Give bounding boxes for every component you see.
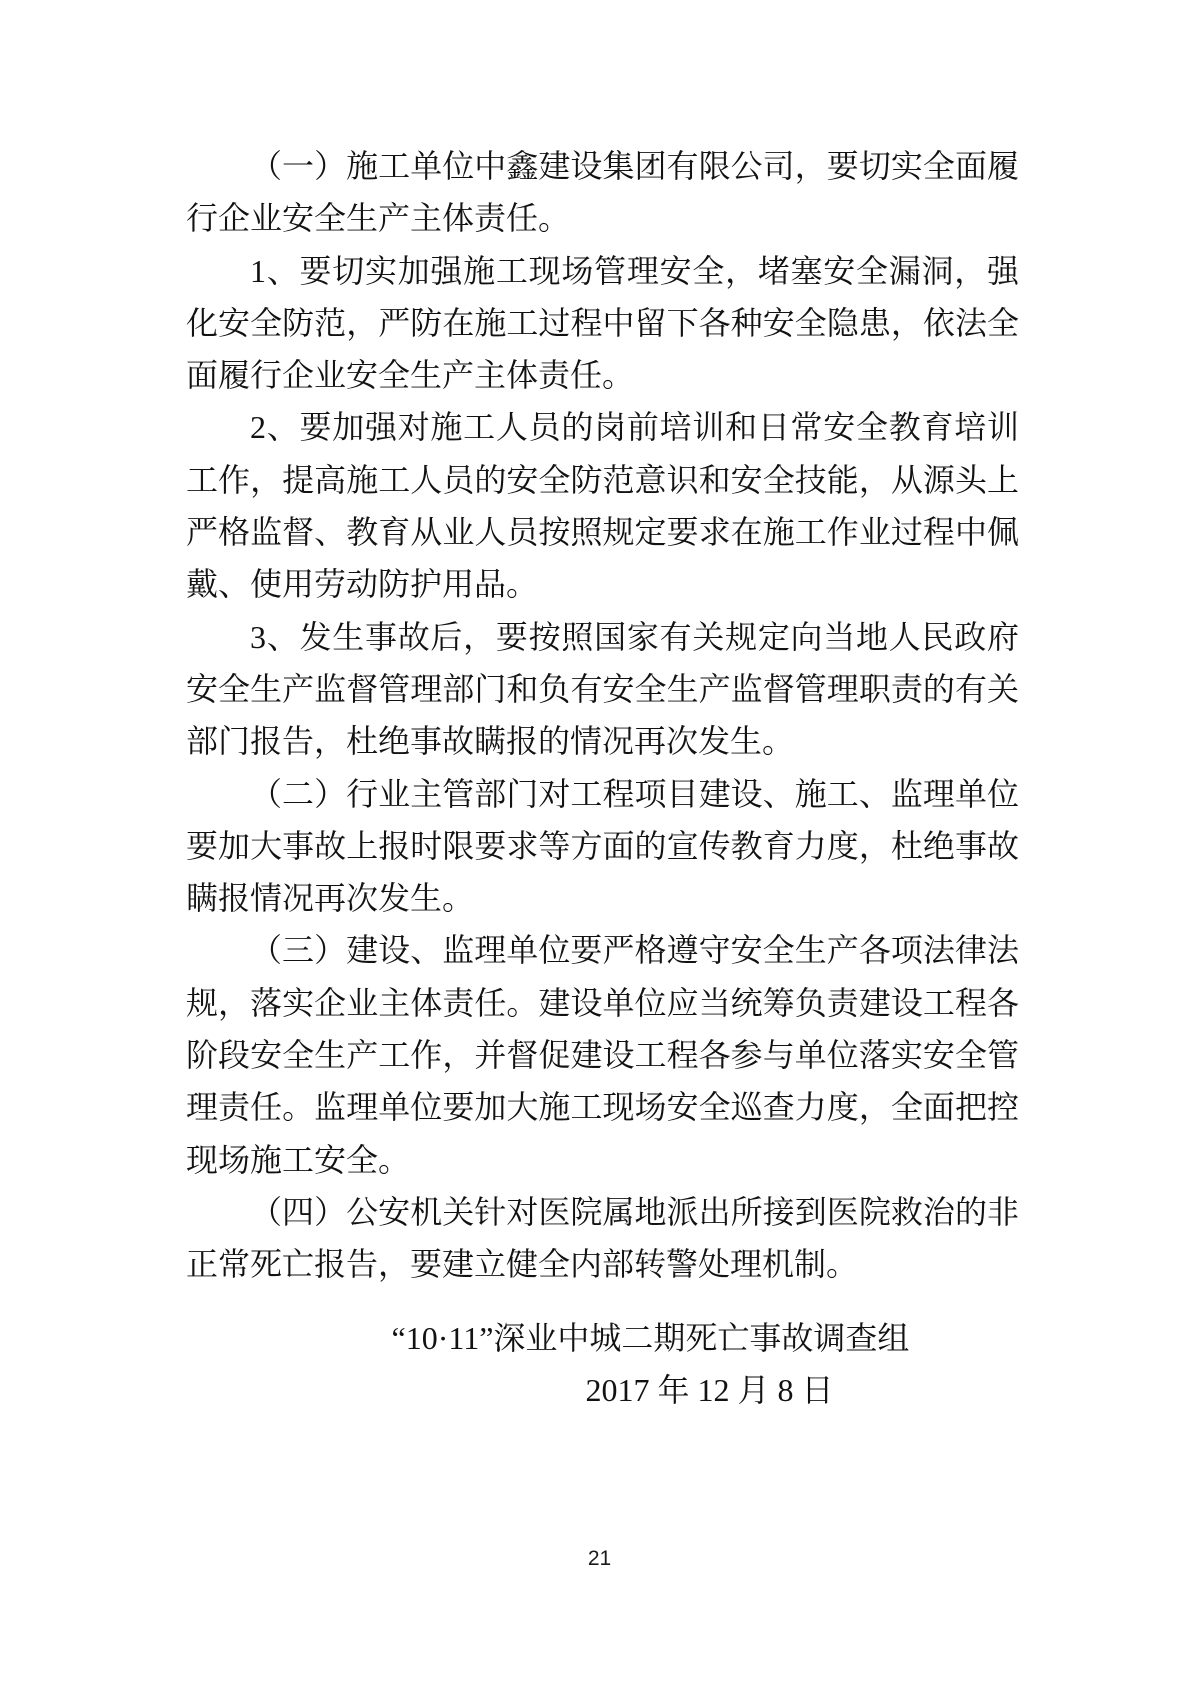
paragraph: 1、要切实加强施工现场管理安全，堵塞安全漏洞，强化安全防范，严防在施工过程中留下各种安全隐患，依法全面履行企业安全生产主体责任。 (186, 252, 1019, 394)
paragraph: 3、发生事故后，要按照国家有关规定向当地人民政府安全生产监督管理部门和负有安全生产监督管理职责的有关部门报告，杜绝事故瞒报的情况再次发生。 (186, 618, 1019, 760)
signature-block (186, 1312, 1019, 1417)
signature-org-line: “10·11”深业中城二期死亡事故调查组 (391, 1320, 910, 1356)
page-number: 21 (587, 1547, 612, 1570)
document-body (186, 140, 1019, 1291)
paragraph: （一）施工单位中鑫建设集团有限公司，要切实全面履行企业安全生产主体责任。 (186, 148, 1019, 237)
paragraph: 2、要加强对施工人员的岗前培训和日常安全教育培训工作，提高施工人员的安全防范意识和安全技能，从源头上严格监督、教育从业人员按照规定要求在施工作业过程中佩戴、使用劳动防护用品。 (186, 409, 1019, 603)
paragraph: （四）公安机关针对医院属地派出所接到医院救治的非正常死亡报告，要建立健全内部转警处理机制。 (186, 1193, 1019, 1283)
paragraph: （二）行业主管部门对工程项目建设、施工、监理单位要加大事故上报时限要求等方面的宣传教育力度，杜绝事故瞒报情况再次发生。 (186, 775, 1019, 917)
paragraph: （三）建设、监理单位要严格遵守安全生产各项法律法规，落实企业主体责任。建设单位应当统筹负责建设工程各阶段安全生产工作，并督促建设工程各参与单位落实安全管理责任。监理单位要加大施工现场安全巡查力度，全面把控现场施工安全。 (186, 932, 1019, 1178)
signature-date-line: 2017 年 12 月 8 日 (585, 1372, 834, 1409)
